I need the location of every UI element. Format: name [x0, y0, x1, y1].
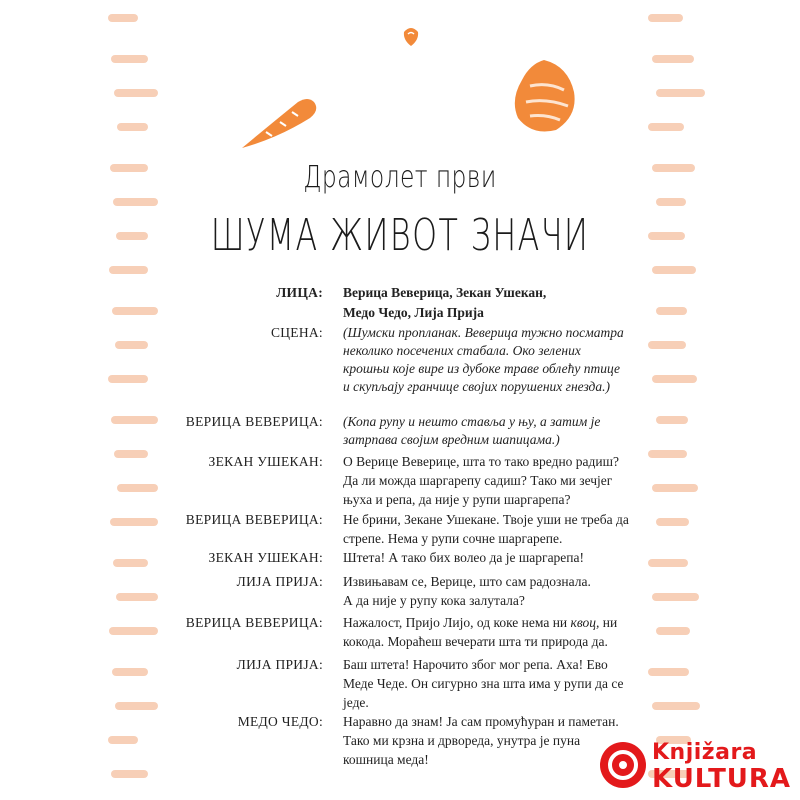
brush-stroke: [108, 375, 148, 383]
brush-stroke: [112, 668, 148, 676]
logo-text-top: Knjižara: [652, 740, 758, 765]
speaker-name: МЕДО ЧЕДО:: [237, 714, 323, 729]
brush-stroke: [108, 14, 138, 22]
brush-stroke: [117, 123, 148, 131]
brush-stroke: [648, 559, 688, 567]
brush-stroke: [112, 307, 158, 315]
dialogue-line: Извињавам се, Верице, што сам радознала.: [343, 574, 591, 589]
dialogue-text: ни: [599, 615, 618, 630]
play-title: ШУМА ЖИВОТ ЗНАЧИ: [210, 210, 590, 261]
cast-line: Медо Чедо, Лија Прија: [343, 305, 484, 320]
scene-line: (Шумски пропланак. Веверица тужно посматра: [343, 325, 624, 340]
dialogue-line: (Копа рупу и нешто ставља у њу, а затим је: [343, 414, 601, 429]
speaker-name: ВЕРИЦА ВЕВЕРИЦА:: [185, 414, 323, 429]
brush-stroke: [652, 375, 697, 383]
brush-stroke: [648, 123, 684, 131]
brush-stroke: [648, 668, 689, 676]
dialogue-line: једе.: [343, 695, 369, 710]
speaker-name: ЛИЈА ПРИЈА:: [236, 574, 323, 589]
left-brush-border: [108, 0, 158, 800]
brush-stroke: [109, 266, 148, 274]
brush-stroke: [648, 450, 687, 458]
dialogue-line: кошница меда!: [343, 752, 429, 767]
section-title: Драмолет први: [303, 160, 497, 195]
brush-stroke: [113, 198, 158, 206]
scene-label: СЦЕНА:: [270, 325, 323, 340]
brush-stroke: [111, 770, 148, 778]
acorn-icon: [400, 22, 422, 48]
brush-stroke: [115, 341, 148, 349]
brush-stroke: [111, 55, 148, 63]
dialogue-line: Наравно да знам! Ја сам промућуран и паметан.: [343, 714, 619, 729]
brush-stroke: [111, 416, 158, 424]
brush-stroke: [656, 89, 705, 97]
brush-stroke: [652, 55, 694, 63]
dialogue-line: Баш штета! Нарочито због мог репа. Аха! Ево: [343, 657, 608, 672]
dialogue-line: О Верице Веверице, шта то тако вредно радиш?: [343, 454, 620, 469]
logo-text-bottom: KULTURA: [652, 764, 792, 794]
carrot-icon: [236, 88, 326, 154]
brush-stroke: [656, 627, 690, 635]
brush-stroke: [108, 736, 138, 744]
brush-stroke: [113, 559, 148, 567]
brush-stroke: [117, 484, 158, 492]
dialogue-line: Тако ми крзна и дрвореда, унутра је пуна: [343, 733, 581, 748]
scene-line: и скупљају гранчице својих порушених гнезда.): [343, 379, 610, 394]
dialogue-line: кокода. Мораћеш вечерати шта ти природа да.: [343, 634, 608, 649]
shell-icon: [508, 56, 580, 136]
brush-stroke: [109, 627, 158, 635]
dialogue-line: Штета! А тако бих волео да је шаргарепа!: [343, 550, 585, 565]
scene-line: неколико посечених стабала. Око зелених: [343, 343, 581, 358]
speaker-name: ВЕРИЦА ВЕВЕРИЦА:: [185, 512, 323, 527]
brush-stroke: [656, 307, 687, 315]
brush-stroke: [114, 89, 158, 97]
logo-mark-icon: [600, 742, 646, 788]
brush-stroke: [652, 484, 698, 492]
brush-stroke: [116, 593, 158, 601]
dialogue-line: Да ли можда шаргарепу садиш? Тако ми зечјег: [343, 473, 613, 488]
speaker-name: ЗЕКАН УШЕКАН:: [208, 550, 323, 565]
brush-stroke: [652, 593, 699, 601]
dialogue-line: А да није у рупу кока залутала?: [343, 593, 525, 608]
brush-stroke: [114, 450, 148, 458]
brush-stroke: [110, 518, 158, 526]
brush-stroke: [648, 14, 683, 22]
brush-stroke: [652, 702, 700, 710]
speaker-name: ВЕРИЦА ВЕВЕРИЦА:: [185, 615, 323, 630]
bookstore-logo: [600, 738, 800, 800]
brush-stroke: [115, 702, 158, 710]
dialogue-line: њуха и репа, да није у рупи шаргарепа?: [343, 492, 571, 507]
cast-label: ЛИЦА:: [276, 285, 323, 300]
dialogue-italic: квоц,: [570, 615, 600, 630]
dialogue-text: Нажалост, Пријо Лијо, од коке нема ни: [343, 615, 571, 630]
dialogue-line: [343, 613, 643, 633]
brush-stroke: [656, 198, 686, 206]
dialogue-line: стрепе. Нема у рупи сочне шаргарепе.: [343, 531, 563, 546]
speaker-name: ЛИЈА ПРИЈА:: [236, 657, 323, 672]
brush-stroke: [648, 341, 686, 349]
dialogue-line: Меде Чеде. Он сигурно зна шта има у рупи да се: [343, 676, 624, 691]
speaker-name: ЗЕКАН УШЕКАН:: [208, 454, 323, 469]
brush-stroke: [652, 266, 696, 274]
cast-line: Верица Веверица, Зекан Ушекан,: [343, 285, 547, 300]
brush-stroke: [656, 416, 688, 424]
right-brush-border: [648, 0, 704, 800]
dialogue-line: затрпава својим вредним шапицама.): [343, 432, 560, 447]
dialogue-line: Не брини, Зекане Ушекане. Твоје уши не треба да: [343, 512, 629, 527]
brush-stroke: [656, 518, 689, 526]
scene-line: крошњи које вире из дубоке траве облећу птице: [343, 361, 621, 376]
